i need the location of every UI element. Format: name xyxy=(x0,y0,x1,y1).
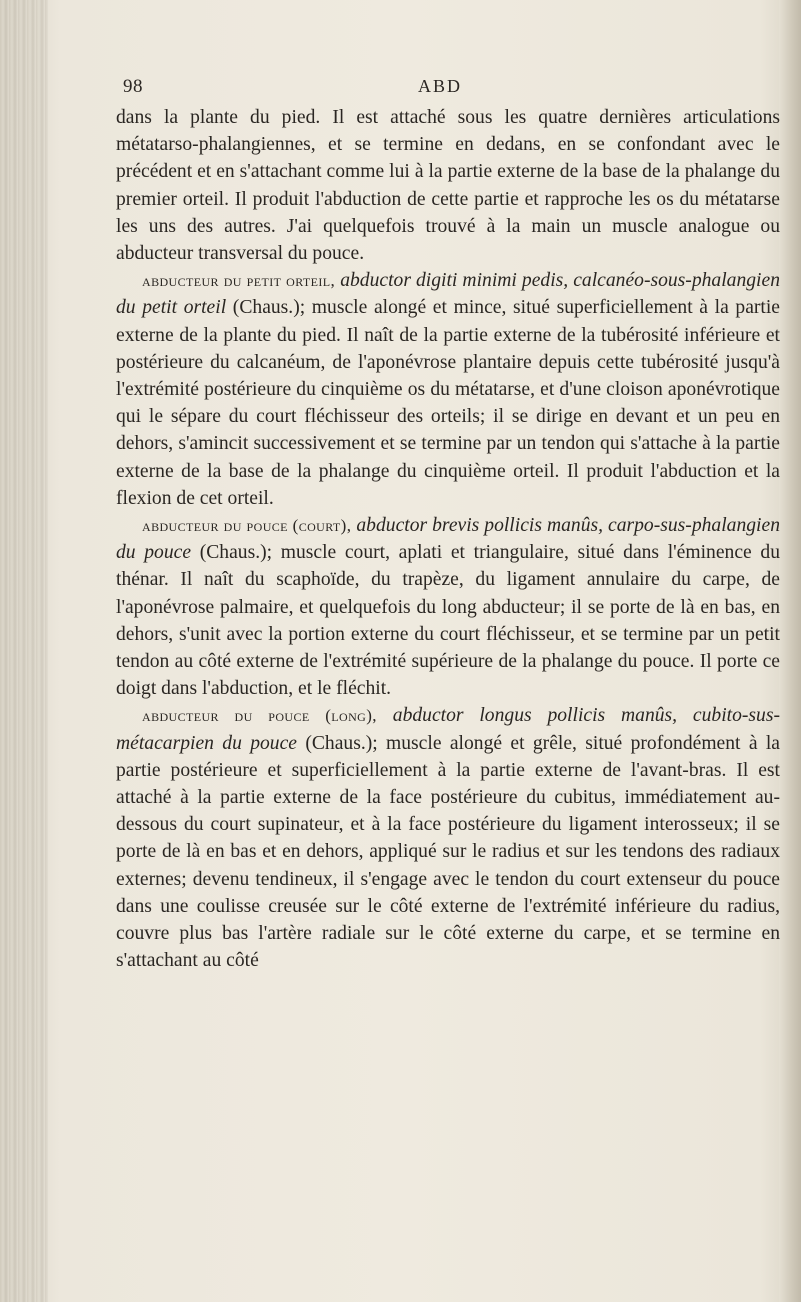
entry-abducteur-pouce-court xyxy=(116,512,780,702)
entry-body: (Chaus.); muscle alongé et mince, situé superficiellement à la partie externe de la plante du pied. Il naît de la partie externe de la tubérosité inférieure et postérieure du calcanéum, de l'aponévrose plantaire depuis cette tubérosité jusqu'à l'extrémité postérieure du cinquième os du métatarse, et d'une cloison aponévrotique qui le sépare du court fléchisseur des orteils; il se dirige en devant et un peu en dehors, s'amincit successivement et se termine par un tendon qui s'attache à la partie externe de la base de la phalange du cinquième orteil. Il produit l'abduction et la flexion de cet orteil. xyxy=(116,297,780,509)
page-edge xyxy=(779,0,801,1302)
entry-latin-name: abductor brevis pollicis manûs, carpo-sus-phalangien du pouce xyxy=(116,515,780,564)
book-gutter xyxy=(0,0,48,1302)
body-text xyxy=(116,104,780,975)
page-header xyxy=(0,76,801,106)
entry-headword: abducteur du pouce (long), xyxy=(142,706,377,726)
entry-headword: abducteur du petit orteil, xyxy=(142,271,336,291)
entry-abducteur-petit-orteil xyxy=(116,267,780,512)
entry-headword: abducteur du pouce (court), xyxy=(142,516,352,536)
entry-latin-name: abductor digiti minimi pedis, calcanéo-sous-phalangien du petit orteil xyxy=(116,270,780,319)
entry-body: (Chaus.); muscle alongé et grêle, situé profondément à la partie postérieure et superficiellement à la partie externe de l'avant-bras. Il est attaché à la partie externe de la face postérieure du cubitus, immédiatement au-dessous du court supinateur, et à la face postérieure du ligament interosseux; il se porte de là en bas et en dehors, appliqué sur le radius et sur les tendons des radiaux externes; devenu tendineux, il s'engage avec le tendon du court extenseur du pouce dans une coulisse creusée sur le côté externe de l'extrémité inférieure du radius, couvre plus bas l'artère radiale sur le côté externe du carpe, et se termine en s'attachant au côté xyxy=(116,732,780,972)
paragraph-continuation: dans la plante du pied. Il est attaché sous les quatre dernières articulations métatarso-phalangiennes, et se termine en dedans, en se confondant avec le précédent et en s'attachant comme lui à la partie externe de la base de la phalange du premier orteil. Il produit l'abduction de cette partie et rapproche les os du métatarse les uns des autres. J'ai quelquefois trouvé à la main un muscle analogue ou abducteur transversal du pouce. xyxy=(116,107,780,265)
entry-abducteur-pouce-long xyxy=(116,702,780,974)
entry-latin-name: abductor longus pollicis manûs, cubito-sus-métacarpien du pouce xyxy=(116,705,780,754)
entry-body: (Chaus.); muscle court, aplati et triangulaire, situé dans l'éminence du thénar. Il naît du scaphoïde, du trapèze, du ligament annulaire du carpe, de l'aponévrose palmaire, et quelquefois du long abducteur; il se porte de là en bas, en dehors, s'unit avec la portion externe du court fléchisseur, et se termine par un petit tendon au côté externe de l'extrémité supérieure de la phalange du pouce. Il porte ce doigt dans l'abduction, et le fléchit. xyxy=(116,542,780,700)
running-head: ABD xyxy=(418,76,463,96)
page-number: 98 xyxy=(123,76,143,97)
